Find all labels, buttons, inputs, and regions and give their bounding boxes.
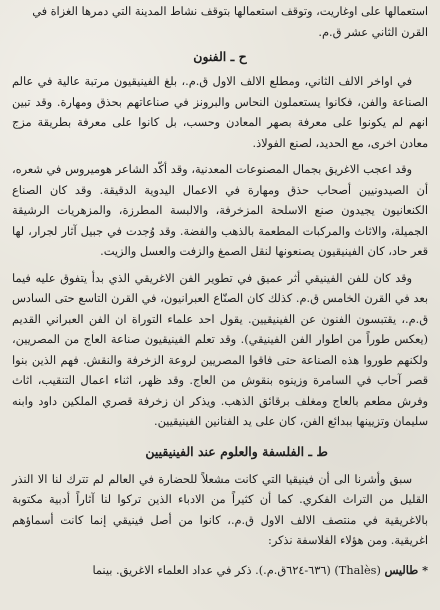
- top-line-1: استعمالها على اوغاريت، وتوقف استعمالها بتوقف نشاط المدينة التي دمرها الغزاة في: [32, 5, 428, 18]
- bullet-dates: (٦٣٦-٦٢٤ق.م.).: [255, 563, 331, 577]
- bullet-latin: (Thalès): [334, 563, 381, 577]
- section-heading-philosophy: ط ـ الفلسفة والعلوم عند الفينيقيين: [145, 443, 328, 459]
- paragraph-philosophy-1: سبق وأشرنا الى أن فينيقيا التي كانت مشعلاً للحضارة في العالم لم تترك لنا الا النذر القليل من التراث الفكري. كما أن كثيراً من الادباء الذين تركوا لنا آثاراً أدبية مكتوبة بالاغريقية في منتصف الالف الاول ق.م.، كانوا من أصل فينيقي إنما كانت أسماؤهم اغريقية. ومن هؤلاء الفلاسفة نذكر:: [12, 472, 428, 547]
- top-text-block: [12, 2, 428, 43]
- paragraph-arts-2: وقد اعجب الاغريق بجمال المصنوعات المعدنية، وقد أكّد الشاعر هوميروس في شعره، أن الصيدونيين أصحاب حذق ومهارة في الاعمال اليدوية الدقيقة. وقد كان الصناع الكنعانيون يجيدون صنع الاسلحة المزخرفة، والالبسة المطرزة، والمزهريات الرشيقة الجميلة، والاثاث والمركبات المطعمة بالذهب والفضة. وقد وُجدت في جبيل آثار لجرار، لها قعر حاد، كان الفينيقيون يصنعونها لنقل الصمغ والزفت والعسل والزيت.: [12, 163, 428, 258]
- bullet-tail: ذكر في عداد العلماء الاغريق. بينما: [92, 563, 252, 577]
- paragraph-arts-1: في اواخر الالف الثاني، ومطلع الالف الاول ق.م.، بلغ الفينيقيون مرتبة عالية في عالم الصناعة والفن، فكانوا يستعملون النحاس والبرونز في صناعاتهم بحذق ومهارة. وقد تبين انهم لم يكونوا على معرفة بصهر المعادن وحسب، بل كانوا على معرفة بطريقة مزج معادن اخرى، مع الحديد، لصنع الفولاذ.: [12, 75, 428, 150]
- bullet-line-thales: [12, 560, 428, 582]
- top-line-2: القرن الثاني عشر ق.م.: [318, 25, 428, 39]
- paragraph-arts-3: وقد كان للفن الفينيقي أثر عميق في تطوير الفن الاغريقي الذي بدأ يتفوق عليه فيما بعد في القرن الخامس ق.م. كذلك كان الصنّاع العبرانيون، في القرن التاسع حتى السادس ق.م.، يقتبسون الفنون عن الفينيقيين. يقول احد علماء التوراة ان الفن العبراني القديم (يعكس طوراً من اطوار الفن الفينيقي). وقد تعلم الفينيقيون صناعة العاج من المصريين، ولكنهم طوروا هذه الصناعة حتى فاقوا المصريين لروعة الزخرفة والنقش. فهم الذين بنوا قصر آحاب في السامرة وزينوه بنقوش من العاج. وقد ظهر، اثناء اعمال التنقيب، اثاث وفرش مطعم بالعاج ومغلف برقائق الذهب. ويذكر ان زخرفة قصري الملكين داود وابنه سليمان وتزيينها ببدائع الفن، كان على يد الفنانين الفينيقيين.: [12, 271, 428, 428]
- bullet-prefix: * طاليس: [384, 562, 428, 577]
- section-heading-arts: ح ـ الفنون: [193, 49, 247, 64]
